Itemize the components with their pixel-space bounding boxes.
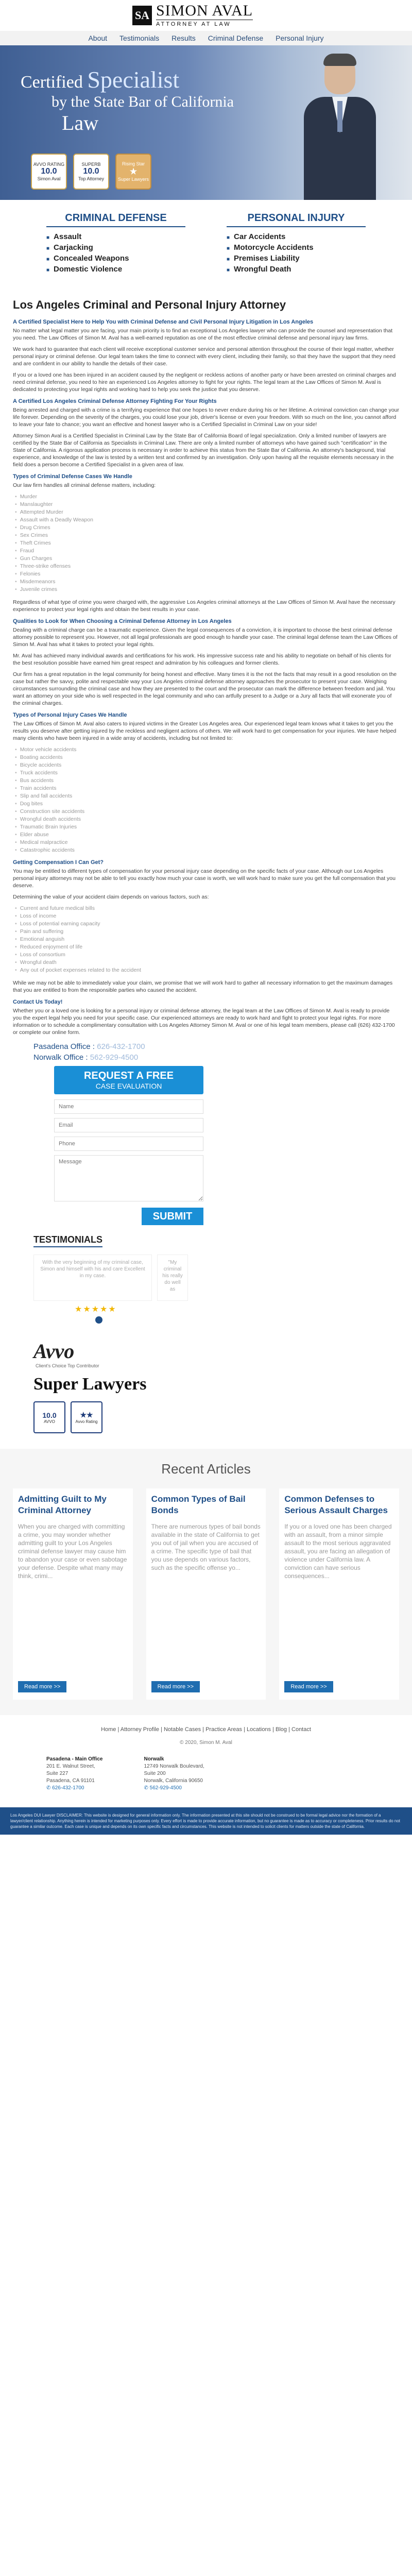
phone-label: Norwalk Office : xyxy=(33,1053,90,1062)
list-item: • Train accidents xyxy=(15,785,399,792)
article-card xyxy=(146,1488,266,1700)
paragraph: Attorney Simon Aval is a Certified Specialist in Criminal Law by the State Bar of California Board of legal specialization. Only a limited number of lawyers are certified by the State Bar of California as Specialists in Criminal Law. There are only a limited number of attorneys who have gained such "certification" in the State of California. A rigorous application process is necessary in order to achieve this status from the State Bar of California. An attorney's background, trial experience, and knowledge of the law is tested by a written test and confirmed by an investigation. Only upon having all the requisite elements necessary in the field does a person become a Certified Specialist in a given area of law. xyxy=(13,433,394,468)
list-item: • Pain and suffering xyxy=(15,928,399,936)
legal-disclaimer: Los Angeles DUI Lawyer DISCLAIMER: This website is designed for general information only. The information presented at this site should not be construed to be formal legal advice nor the formation of a lawyer/client relationship. Anything herein is intended for marketing purposes only. Every effort is made to provide accurate information, but no guarantee is made as to accuracy or completeness. Prior results do not guarantee a similar outcome. Each case is unique and depends on its own specific facts and circumstances. This website is not intended to solicit clients for matters outside the state of California. xyxy=(0,1807,412,1835)
award-logos xyxy=(33,1339,399,1433)
list-item: • Wrongful death accidents xyxy=(15,816,399,823)
attorney-hair xyxy=(323,54,356,66)
address-line: 12749 Norwalk Boulevard, xyxy=(144,1764,204,1769)
read-more-button[interactable]: Read more >> xyxy=(18,1681,66,1692)
super-lawyers-logo: Super Lawyers xyxy=(33,1375,147,1394)
testimonial-card: "My criminal his really do well as xyxy=(157,1255,188,1301)
read-more-button[interactable]: Read more >> xyxy=(151,1681,200,1692)
badge-value: 10.0 xyxy=(42,1411,57,1419)
list-item: • Misdemeanors xyxy=(15,578,399,586)
avvo-10-badge xyxy=(33,1401,65,1433)
star-icon: ★ xyxy=(129,167,138,176)
hero-line-1 xyxy=(21,66,234,93)
list-item: • Loss of potential earning capacity xyxy=(15,920,399,928)
area-link-car-accidents[interactable]: ■ Car Accidents xyxy=(227,232,386,241)
office-phone-link[interactable]: 626-432-1700 xyxy=(52,1785,84,1791)
site-logo[interactable] xyxy=(132,3,253,27)
phone-label: Pasadena Office : xyxy=(33,1042,97,1051)
badge-value: ★★ xyxy=(80,1411,93,1419)
article-title[interactable]: Admitting Guilt to My Criminal Attorney xyxy=(18,1494,107,1515)
hero-banner xyxy=(0,45,412,200)
crimes-list xyxy=(15,493,399,594)
badge-value: 10.0 xyxy=(83,167,99,176)
factors-list xyxy=(15,905,399,974)
paragraph: The Law Offices of Simon M. Aval also caters to injured victims in the Greater Los Angeles area. Our experienced legal team knows what it takes to get you the results you deserve after getting injured by the reckless and negligent actions of others. We will work hard to get compensation for your injuries. We have helped many clients who have been injured in a wide array of accidents, including but not limited to: xyxy=(13,721,397,741)
list-item: • Boating accidents xyxy=(15,754,399,761)
article-excerpt: If you or a loved one has been charged with an assault, from a minor simple assault to the most serious aggravated assault, you are facing an allegation of violence under California law. A conviction can have serious consequences... xyxy=(284,1523,392,1580)
logo-name: SIMON AVAL xyxy=(156,2,253,19)
paragraph: Being arrested and charged with a crime is a terrifying experience that one hopes to never endure during his or her lifetime. A criminal conviction can change your life forever. Depending on the severity of the charges, you could lose your job, driver's license or even your freedom. With so much on the line, you cannot afford to leave your fate to chance; you want an effective and honest lawyer who is a Certified Specialist in Criminal Law on your side! xyxy=(13,407,399,428)
address-line: 201 E. Walnut Street, xyxy=(46,1764,95,1769)
site-footer xyxy=(0,1715,412,1835)
badge-bottom: Simon Aval xyxy=(37,176,61,181)
office-name: Norwalk xyxy=(144,1756,164,1762)
hero-certified: Certified xyxy=(21,73,88,92)
office-phone-link[interactable]: 562-929-4500 xyxy=(149,1785,182,1791)
paragraph: You may be entitled to different types of compensation for your personal injury case depending on the specific facts of your case. Although our Los Angeles personal injury attorneys may not be able to tell you exactly how much your case is worth, we will work hard to make sure you get the full compensation that you deserve. xyxy=(13,868,396,889)
rising-star-badge xyxy=(115,154,151,190)
norwalk-phone xyxy=(33,1053,399,1062)
list-item: • Gun Charges xyxy=(15,555,399,563)
pasadena-phone xyxy=(33,1042,399,1051)
articles-row xyxy=(13,1488,399,1700)
section-heading-compensation: Getting Compensation I Can Get? xyxy=(13,859,104,866)
area-link-premises-liability[interactable]: ■ Premises Liability xyxy=(227,254,386,263)
logo-subtitle: ATTORNEY AT LAW xyxy=(156,20,253,27)
superb-badge xyxy=(73,154,109,190)
nav-about[interactable]: About xyxy=(88,34,108,42)
paragraph: Whether you or a loved one is looking for a personal injury or criminal defense attorney, the legal team at the Law Offices of Simon M. Aval is ready to provide you the expert legal help you need for your specific case. Our experienced attorneys are ready to work hard and fight to protect your legal rights. For more information or to schedule a complimentary consultation with Los Angeles Attorney Simon M. Aval or one of his legal team members, please call (626) 432-1700 or complete our online form. xyxy=(13,1008,395,1036)
carousel-dot[interactable] xyxy=(95,1316,102,1324)
area-link-motorcycle-accidents[interactable]: ■ Motorcycle Accidents xyxy=(227,243,386,252)
article-card xyxy=(13,1488,133,1700)
recent-articles-heading: Recent Articles xyxy=(161,1461,251,1477)
area-link-wrongful-death[interactable]: ■ Wrongful Death xyxy=(227,265,386,274)
paragraph: Dealing with a criminal charge can be a traumatic experience. Given the legal consequences of a conviction, it is important to choose the best criminal defense attorney possible to represent you. However, not all legal professionals are good enough to handle your case. The criminal legal defense team the Law Offices of Simon M. Aval has what it takes to protect your legal rights. xyxy=(13,627,398,648)
office-phones xyxy=(33,1042,399,1062)
list-item: • Elder abuse xyxy=(15,831,399,839)
area-link-concealed-weapons[interactable]: ■ Concealed Weapons xyxy=(46,254,206,263)
address-line: Norwalk, California 90650 xyxy=(144,1778,203,1784)
address-line: Suite 227 xyxy=(46,1771,68,1776)
testimonials-carousel xyxy=(33,1255,399,1301)
submit-button[interactable]: SUBMIT xyxy=(142,1208,203,1225)
avvo-rating-badge xyxy=(71,1401,102,1433)
address-line: Pasadena, CA 91101 xyxy=(46,1778,95,1784)
case-evaluation-form xyxy=(54,1066,203,1225)
pasadena-office xyxy=(46,1756,102,1792)
paragraph: Determining the value of your accident claim depends on various factors, such as: xyxy=(13,894,209,900)
section-heading-injury-types: Types of Personal Injury Cases We Handle xyxy=(13,712,127,718)
article-card xyxy=(279,1488,399,1700)
list-item: • Manslaughter xyxy=(15,501,399,509)
copyright: © 2020, Simon M. Aval xyxy=(180,1740,232,1745)
page-title: Los Angeles Criminal and Personal Injury Attorney xyxy=(13,298,286,311)
office-name: Pasadena - Main Office xyxy=(46,1756,103,1762)
testimonials-heading: TESTIMONIALS xyxy=(33,1234,102,1247)
section-heading-contact: Contact Us Today! xyxy=(13,999,63,1005)
address-line: Suite 200 xyxy=(144,1771,166,1776)
list-item: • Medical malpractice xyxy=(15,839,399,846)
paragraph: No matter what legal matter you are facing, your main priority is to find an exceptional Los Angeles lawyer who can provide the counsel and representation that you need. The Law Offices of Simon M. Aval has a well-earned reputation as one of the most effective criminal defense and personal injury law firms. xyxy=(13,328,393,341)
phone-icon: ✆ xyxy=(144,1785,150,1791)
list-item: • Truck accidents xyxy=(15,769,399,777)
injuries-list xyxy=(15,746,399,854)
area-link-domestic-violence[interactable]: ■ Domestic Violence xyxy=(46,265,206,274)
list-item: • Theft Crimes xyxy=(15,539,399,547)
avvo-logo xyxy=(33,1339,399,1368)
list-item: • Three-strike offenses xyxy=(15,563,399,570)
attorney-tie xyxy=(337,101,342,132)
paragraph: Our firm has a great reputation in the legal community for being honest and effective. Many times it is the not the facts that may result in a good resolution on the case but rather the savvy, polite and respectable way your Los Angeles criminal defense attorney approaches the prosecutor to present your case. Weighing circumstances surrounding the criminal case and how they are presented to the court and the prosecutor can mark the difference between freedom and jail. You want an attorney on your side who is well respected in the legal community and who can artfully present to a Judge or a Jury all facts that will exonerate you of the criminal charges. xyxy=(13,671,397,706)
badge-bottom: Top Attorney xyxy=(78,176,105,181)
list-item: • Traumatic Brain Injuries xyxy=(15,823,399,831)
testimonials-section xyxy=(13,1234,399,1324)
badge-bottom: Super Lawyers xyxy=(117,177,149,182)
badge-value: 10.0 xyxy=(41,167,57,176)
pasadena-phone-link[interactable]: 626-432-1700 xyxy=(97,1042,145,1051)
list-item: • Drug Crimes xyxy=(15,524,399,532)
nav-testimonials[interactable]: Testimonials xyxy=(119,34,160,42)
badge-top: AVVO RATING xyxy=(33,162,65,167)
paragraph: Our law firm handles all criminal defense matters, including: xyxy=(13,482,156,488)
hero-specialist: Specialist xyxy=(87,66,180,93)
hero-certification xyxy=(21,66,234,135)
practice-areas xyxy=(0,200,412,285)
list-item: • Slip and fall accidents xyxy=(15,792,399,800)
email-field[interactable] xyxy=(54,1118,203,1132)
paragraph: If you or a loved one has been injured in an accident caused by the negligent or reckless actions of another party or have been arrested on criminal charges and need criminal defense, you need to hire an experienced Los Angeles attorney to fight for your rights. The legal team at the Law Offices of Simon M. Aval is dedicated to protecting your legal rights and working hard to help you seek the justice that you deserve. xyxy=(13,372,396,393)
message-field[interactable] xyxy=(54,1155,203,1201)
criminal-defense-column xyxy=(26,212,206,276)
paragraph: While we may not be able to immediately value your claim, we promise that we will work hard to gather all necessary information to get the maximum damages that you are entitled to from the responsible parties who caused the accident. xyxy=(13,980,393,993)
area-link-assault[interactable]: ■ Assault xyxy=(46,232,206,241)
rating-stars-icon: ★★★★★ xyxy=(75,1305,117,1314)
phone-field[interactable] xyxy=(54,1137,203,1151)
site-header xyxy=(0,0,412,45)
article-excerpt: There are numerous types of bail bonds available in the state of California to get you out of jail when you are accused of a crime. The specific type of bail that you use depends on various factors, such as the specific offense yo... xyxy=(151,1523,261,1571)
recent-articles xyxy=(0,1449,412,1715)
norwalk-office xyxy=(144,1756,204,1792)
testimonial-card: With the very beginning of my criminal case, Simon and himself with his and care Excellent in my case. xyxy=(33,1255,152,1301)
request-line-1: REQUEST A FREE xyxy=(83,1070,174,1081)
badge-top: Rising Star xyxy=(122,161,145,166)
list-item: • Bicycle accidents xyxy=(15,761,399,769)
list-item: • Catastrophic accidents xyxy=(15,846,399,854)
request-banner xyxy=(54,1066,203,1094)
list-item: • Murder xyxy=(15,493,399,501)
paragraph: We work hard to guarantee that each client will receive exceptional customer service and personal attention throughout the course of their legal matter, whether personal injury or criminal defense. Our legal team takes the time to connect with every client, including their family, so that they have the support that they need and are confident in our ability to handle the details of their case. xyxy=(13,346,396,367)
attorney-photo xyxy=(304,56,376,200)
logo-text xyxy=(156,3,253,27)
list-item: • Reduced enjoyment of life xyxy=(15,943,399,951)
list-item: • Felonies xyxy=(15,570,399,578)
paragraph: Mr. Aval has achieved many individual awards and certifications for his work. His impressive success rate and his ability to negotiate on behalf of his clients for the best resolution possible have earned him great respect and admiration by his colleagues and former clients. xyxy=(13,653,391,666)
personal-injury-column xyxy=(206,212,386,276)
footer-links[interactable]: Home | Attorney Profile | Notable Cases | Practice Areas | Locations | Blog | Contact xyxy=(101,1726,311,1733)
hero-line-2: by the State Bar of California xyxy=(52,93,234,110)
list-item: • Construction site accidents xyxy=(15,808,399,816)
main-nav xyxy=(0,31,412,45)
badge-label: Avvo Rating xyxy=(75,1419,98,1424)
hero-badges xyxy=(31,154,151,190)
phone-icon: ✆ xyxy=(46,1785,53,1791)
list-item: • Emotional anguish xyxy=(15,936,399,943)
office-addresses xyxy=(0,1756,412,1807)
badge-top: SUPERB xyxy=(81,162,101,167)
nav-criminal-defense[interactable]: Criminal Defense xyxy=(208,34,264,42)
personal-injury-heading: PERSONAL INJURY xyxy=(227,212,366,227)
criminal-defense-list xyxy=(46,232,206,274)
hero-line-3: Law xyxy=(62,111,99,134)
badge-label: AVVO xyxy=(44,1419,55,1424)
list-item: • Motor vehicle accidents xyxy=(15,746,399,754)
section-heading-certified: A Certified Los Angeles Criminal Defense Attorney Fighting For Your Rights xyxy=(13,398,217,404)
norwalk-phone-link[interactable]: 562-929-4500 xyxy=(90,1053,139,1062)
name-field[interactable] xyxy=(54,1099,203,1114)
list-item: • Assault with a Deadly Weapon xyxy=(15,516,399,524)
list-item: • Current and future medical bills xyxy=(15,905,399,912)
list-item: • Fraud xyxy=(15,547,399,555)
avvo-subtitle: Client's Choice Top Contributor xyxy=(36,1363,99,1368)
section-heading-criminal-types: Types of Criminal Defense Cases We Handle xyxy=(13,473,132,480)
list-item: • Attempted Murder xyxy=(15,509,399,516)
list-item: • Loss of consortium xyxy=(15,951,399,959)
paragraph: Regardless of what type of crime you were charged with, the aggressive Los Angeles criminal attorneys at the Law Offices of Simon M. Aval have the necessary experience to protect your legal rights and obtain the best results in your case. xyxy=(13,599,396,613)
article-excerpt: When you are charged with committing a crime, you may wonder whether admitting guilt to your Los Angeles criminal defense lawyer may cause him to abandon your case or even sabotage your defense. Despite what many may think, crimi... xyxy=(18,1523,127,1580)
main-content xyxy=(0,285,412,1433)
section-heading-qualities: Qualities to Look for When Choosing a Criminal Defense Attorney in Los Angeles xyxy=(13,618,232,624)
mini-badges xyxy=(33,1401,399,1433)
avvo-name: Avvo xyxy=(33,1340,75,1363)
area-link-carjacking[interactable]: ■ Carjacking xyxy=(46,243,206,252)
list-item: • Wrongful death xyxy=(15,959,399,967)
list-item: • Sex Crimes xyxy=(15,532,399,539)
list-item: • Juvenile crimes xyxy=(15,586,399,594)
list-item: • Loss of income xyxy=(15,912,399,920)
list-item: • Any out of pocket expenses related to the accident xyxy=(15,967,399,974)
logo-mark: SA xyxy=(132,6,152,25)
list-item: • Bus accidents xyxy=(15,777,399,785)
avvo-rating-badge xyxy=(31,154,67,190)
article-title[interactable]: Common Defenses to Serious Assault Charges xyxy=(284,1494,388,1515)
list-item: • Dog bites xyxy=(15,800,399,808)
request-line-2: CASE EVALUATION xyxy=(95,1082,162,1090)
article-title[interactable]: Common Types of Bail Bonds xyxy=(151,1494,246,1515)
nav-results[interactable]: Results xyxy=(171,34,196,42)
criminal-defense-heading: CRIMINAL DEFENSE xyxy=(46,212,185,227)
section-heading-intro: A Certified Specialist Here to Help You with Criminal Defense and Civil Personal Injury Litigation in Los Angeles xyxy=(13,319,314,325)
nav-personal-injury[interactable]: Personal Injury xyxy=(276,34,324,42)
personal-injury-list xyxy=(227,232,386,274)
read-more-button[interactable]: Read more >> xyxy=(284,1681,333,1692)
